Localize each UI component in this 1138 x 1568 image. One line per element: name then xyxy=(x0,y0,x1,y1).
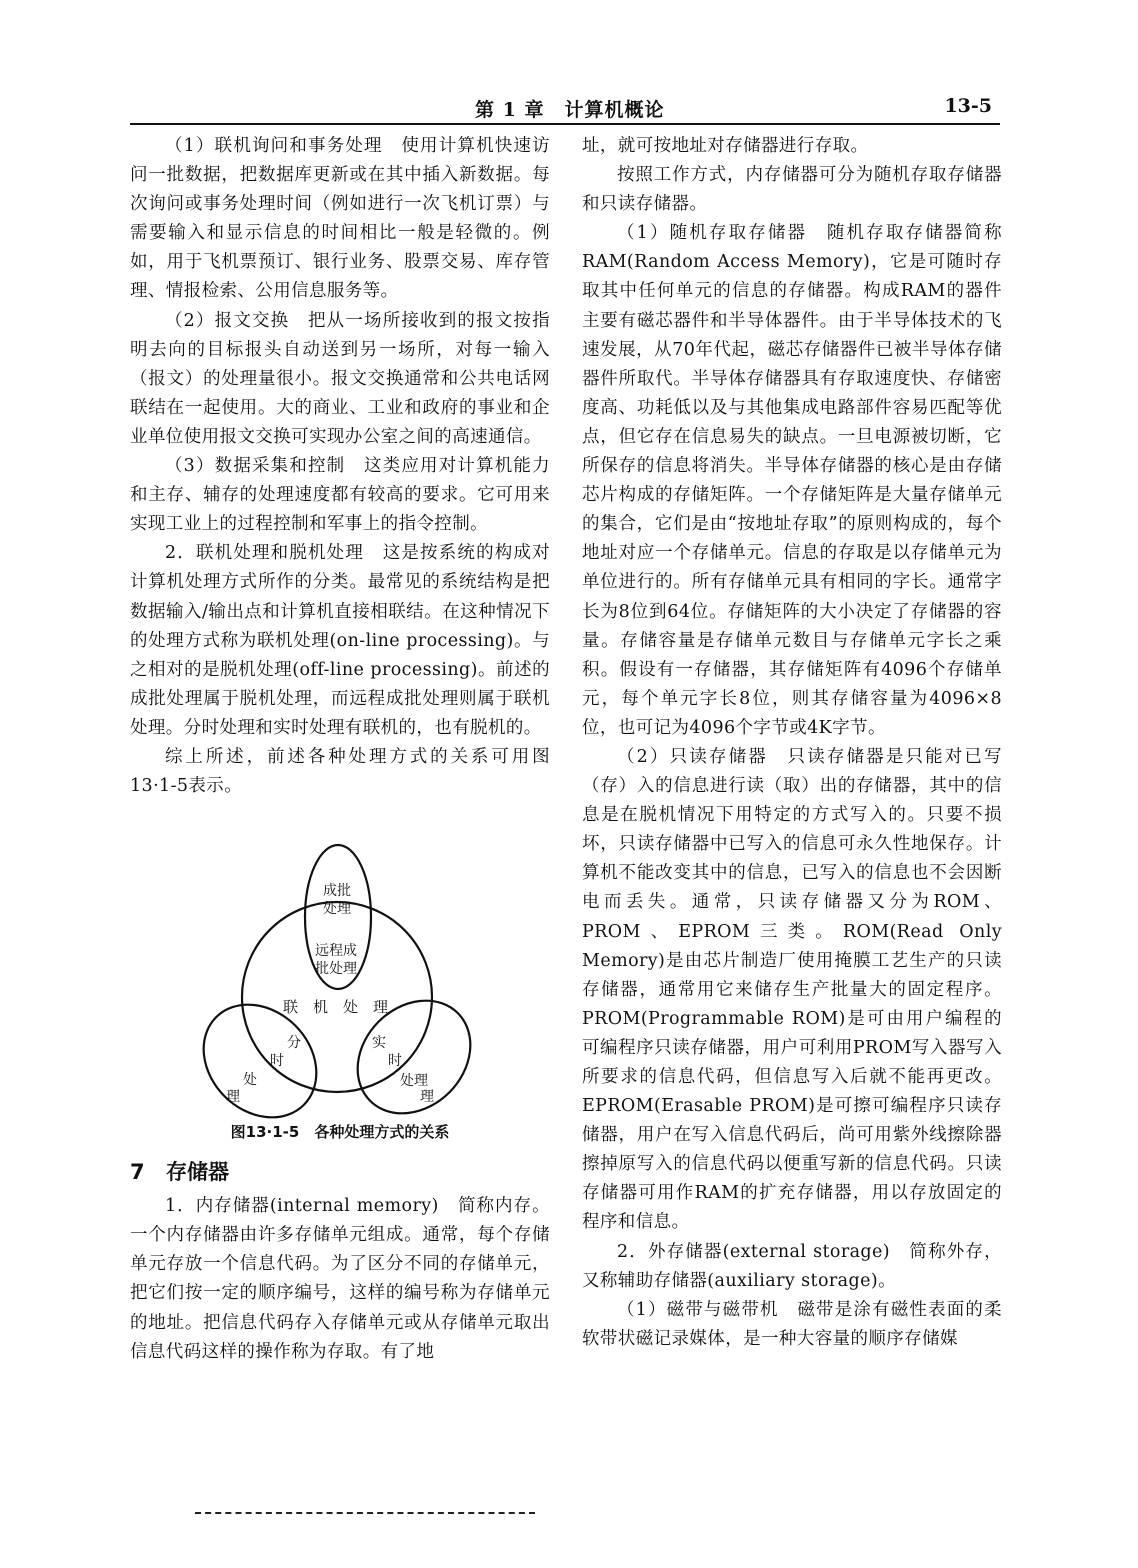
paragraph: （1）随机存取存储器 随机存取存储器简称RAM(Random Access Memory)，它是可随时存取其中任何单元的信息的存储器。构成RAM的器件主要有磁芯器件和半导体器件。由于半导体技术的飞速发展，从70年代起，磁芯存储器件已被半导体存储器件所取代。半导体存储器具有存取速度快、存储密度高、功耗低以及与其他集成电路部件容易匹配等优点，但它存在信息易失的缺点。一旦电源被切断，它所保存的信息将消失。半导体存储器的核心是由存储芯片构成的存储矩阵。一个存储矩阵是大量存储单元的集合，它们是由“按地址存取”的原则构成的，每个地址对应一个存储单元。信息的存取是以存储单元为单位进行的。所有存储单元具有相同的字长。通常字长为8位到64位。存储矩阵的大小决定了存储器的容量。存储容量是存储单元数目与存储单元字长之乘积。假设有一存储器，其存储矩阵有4096个存储单元，每个单元字长8位，则其存储容量为4096×8位，也可记为4096个字节或4K字节。 xyxy=(582,223,1002,738)
footer-rule xyxy=(195,1512,535,1514)
label-rt-li: 理 xyxy=(420,1089,434,1106)
label-rt-shi2: 时 xyxy=(388,1053,402,1070)
section-title: 存储器 xyxy=(166,1160,229,1185)
paragraph: 址，就可按地址对存储器进行存取。 xyxy=(582,136,869,156)
figure-caption: 图13·1-5 各种处理方式的关系 xyxy=(230,1123,450,1142)
section-heading xyxy=(130,1156,550,1186)
paragraph: 2．外存储器(external storage) 简称外存，又称辅助存储器(auxiliary storage)。 xyxy=(582,1241,1002,1291)
paragraph: （1）磁带与磁带机 磁带是涂有磁性表面的柔软带状磁记录媒体，是一种大容量的顺序存储媒 xyxy=(582,1299,1002,1349)
section-number: 7 xyxy=(130,1160,145,1185)
label-ts-shi: 时 xyxy=(270,1053,284,1070)
label-remote-1: 远程成 xyxy=(315,943,357,960)
paragraph: 2．联机处理和脱机处理 这是按系统的构成对计算机处理方式所作的分类。最常见的系统结构是把数据输入/输出点和计算机直接相联结。在这种情况下的处理方式称为联机处理(on-line processing)。与之相对的是脱机处理(off-line processing)。前述的成批处理属于脱机处理，而远程成批处理则属于联机处理。分时处理和实时处理有联机的，也有脱机的。 xyxy=(130,543,550,738)
chapter-title: 第 1 章 计算机概论 xyxy=(475,99,665,121)
right-column xyxy=(582,132,1002,1354)
label-remote-2: 批处理 xyxy=(315,961,357,978)
processing-relation-figure xyxy=(130,809,550,1119)
label-rt-chuli: 处理 xyxy=(400,1073,428,1090)
label-batch-1: 成批 xyxy=(323,883,351,900)
page-number: 13-5 xyxy=(944,95,992,117)
paragraph: （2）报文交换 把从一场所接收到的报文按指明去向的目标报头自动送到另一场所，对每一输入（报文）的处理量很小。报文交换通常和公共电话网联结在一起使用。大的商业、工业和政府的事业和企业单位使用报文交换可实现办公室之间的高速通信。 xyxy=(130,310,550,447)
label-batch-2: 处理 xyxy=(323,901,351,918)
paragraph: 按照工作方式，内存储器可分为随机存取存储器和只读存储器。 xyxy=(582,165,1002,215)
paragraph: （3）数据采集和控制 这类应用对计算机能力和主存、辅存的处理速度都有较高的要求。它可用来实现工业上的过程控制和军事上的指令控制。 xyxy=(130,456,550,535)
paragraph: 综上所述，前述各种处理方式的关系可用图13·1-5表示。 xyxy=(130,746,550,797)
label-rt-shi: 实 xyxy=(372,1035,386,1052)
paragraph: （2）只读存储器 只读存储器是只能对已写（存）入的信息进行读（取）出的存储器，其中的信息是在脱机情况下用特定的方式写入的。只要不损坏，只读存储器中已写入的信息可永久性地保存。计算机不能改变其中的信息，已写入的信息也不会因断电而丢失。通常，只读存储器又分为ROM、PROM、EPROM三类。ROM(Read Only Memory)是由芯片制造厂使用掩膜工艺生产的只读存储器，通常用它来储存生产批量大的固定程序。PROM(Programmable ROM)是可由用户编程的可编程序只读存储器，用户可利用PROM写入器写入所要求的信息代码，但信息写入后就不能再更改。EPROM(Erasable PROM)是可擦可编程序只读存储器，用户在写入信息代码后，尚可用紫外线擦除器擦掉原写入的信息代码以便重写新的信息代码。只读存储器可用作RAM的扩充存储器，用以存放固定的程序和信息。 xyxy=(582,746,1002,1233)
running-header xyxy=(130,95,1000,125)
label-ts-fen: 分 xyxy=(287,1035,301,1052)
paragraph: （1）联机询问和事务处理 使用计算机快速访问一批数据，把数据库更新或在其中插入新数据。每次询问或事务处理时间（例如进行一次飞机订票）与需要输入和显示信息的时间相比一般是轻微的。例如，用于飞机票预订、银行业务、股票交易、库存管理、情报检索、公用信息服务等。 xyxy=(130,136,550,302)
left-column xyxy=(130,132,550,1367)
paragraph: 1．内存储器(internal memory) 简称内存。一个内存储器由许多存储单元组成。通常，每个存储单元存放一个信息代码。为了区分不同的存储单元，把它们按一定的顺序编号，这样的编号称为存储单元的地址。把信息代码存入存储单元或从存储单元取出信息代码这样的操作称为存取。有了地 xyxy=(130,1196,550,1362)
label-ts-li: 理 xyxy=(226,1089,240,1106)
venn-diagram xyxy=(130,809,550,1119)
label-online: 联 机 处 理 xyxy=(283,998,389,1017)
label-ts-chu: 处 xyxy=(243,1072,257,1089)
